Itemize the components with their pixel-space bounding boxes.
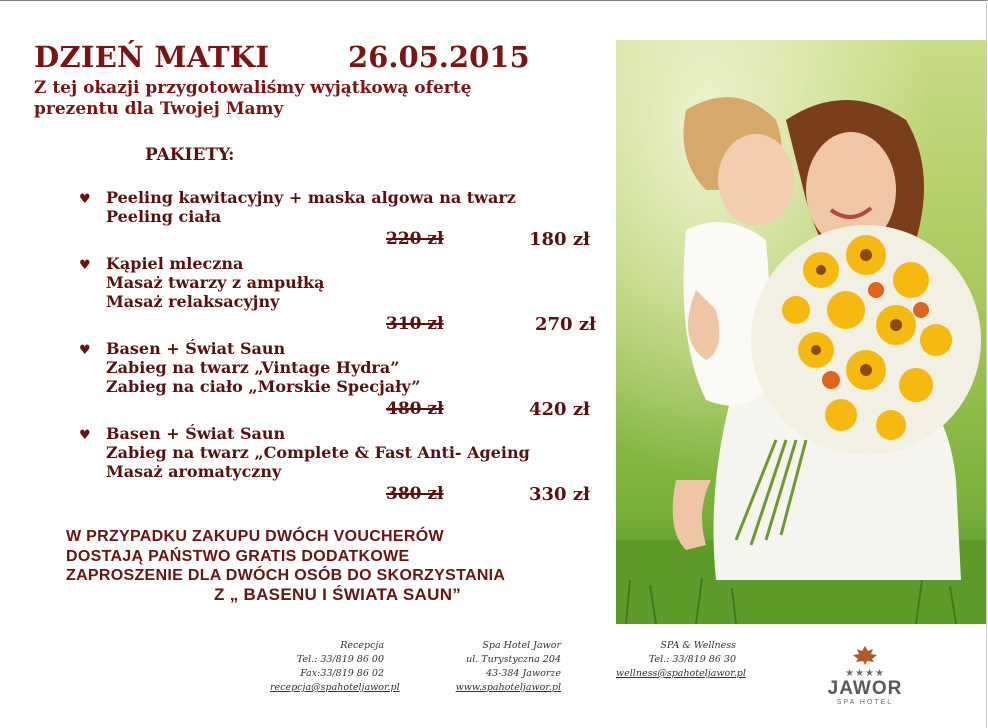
mother-child-photo [616, 40, 986, 624]
heart-icon: ♥ [79, 428, 91, 443]
maple-leaf-icon [850, 645, 880, 665]
right-border [986, 0, 987, 728]
jawor-logo [805, 645, 925, 705]
package-1-old-price: 220 zł [386, 229, 444, 249]
bonus-offer [66, 527, 505, 586]
package-3-new-price: 420 zł [529, 399, 590, 420]
package-2-new-price: 270 zł [535, 314, 596, 335]
package-2-line-2: Masaż twarzy z ampułką [106, 273, 325, 292]
heart-icon: ♥ [79, 192, 91, 207]
bonus-line-1: W PRZYPADKU ZAKUPU DWÓCH VOUCHERÓW [66, 528, 444, 545]
footer-hotel-title: Spa Hotel Jawor [482, 640, 561, 651]
heart-icon: ♥ [79, 343, 91, 358]
package-1-new-price: 180 zł [529, 229, 590, 250]
top-border [0, 0, 988, 1]
footer-spa-title: SPA & Wellness [660, 640, 736, 651]
package-3-old-price: 480 zł [386, 399, 444, 419]
package-4-new-price: 330 zł [529, 484, 590, 505]
intro-text [34, 78, 594, 120]
hotel-website-link[interactable]: www.spahoteljawor.pl [455, 682, 561, 693]
logo-name: JAWOR [827, 678, 903, 699]
footer-reception-title: Recepcja [340, 640, 384, 651]
package-1-line-2: Peeling ciała [106, 207, 222, 226]
footer-hotel [455, 639, 561, 695]
footer-hotel-city: 43-384 Jaworze [486, 668, 561, 679]
bonus-line-2: DOSTAJĄ PAŃSTWO GRATIS DODATKOWE [66, 547, 410, 565]
package-2-line-1: Kąpiel mleczna [106, 254, 244, 273]
heart-icon: ♥ [79, 258, 91, 273]
footer-spa-tel: Tel.: 33/819 86 30 [648, 654, 736, 665]
logo-subtitle: SPA HOTEL [836, 699, 894, 706]
package-3-line-1: Basen + Świat Saun [106, 339, 286, 358]
logo-stars: ★★★★ [845, 668, 885, 679]
package-1-line-1: Peeling kawitacyjny + maska algowa na twarz [106, 188, 516, 207]
spa-email-link[interactable]: wellness@spahoteljawor.pl [616, 668, 746, 679]
footer-reception-tel: Tel.: 33/819 86 00 [296, 654, 384, 665]
footer-hotel-street: ul. Turystyczna 204 [466, 654, 561, 665]
bonus-line-3: ZAPROSZENIE DLA DWÓCH OSÓB DO SKORZYSTANIA [66, 567, 506, 584]
footer-reception-fax: Fax:33/819 86 02 [300, 668, 384, 679]
footer-reception [270, 639, 400, 695]
package-2-old-price: 310 zł [386, 314, 444, 334]
package-4-line-2: Zabieg na twarz „Complete & Fast Anti- Ageing [106, 443, 530, 462]
page-title: DZIEŃ MATKI [34, 40, 270, 74]
package-4-old-price: 380 zł [386, 484, 444, 504]
event-date: 26.05.2015 [348, 40, 530, 74]
footer-spa [616, 639, 746, 681]
package-4-line-1: Basen + Świat Saun [106, 424, 286, 443]
photo-illustration [616, 40, 986, 624]
intro-line-1: Z tej okazji przygotowaliśmy wyjątkową ofertę [34, 78, 472, 98]
package-3-line-2: Zabieg na twarz „Vintage Hydra” [106, 358, 400, 377]
package-4-line-3: Masaż aromatyczny [106, 462, 282, 481]
intro-line-2: prezentu dla Twojej Mamy [34, 99, 284, 119]
reception-email-link[interactable]: recepcja@spahoteljawor.pl [270, 682, 400, 693]
package-2-line-3: Masaż relaksacyjny [106, 292, 280, 311]
bonus-line-4: Z „ BASENU I ŚWIATA SAUN” [214, 585, 462, 604]
packages-heading: PAKIETY: [145, 145, 235, 165]
package-3-line-3: Zabieg na ciało „Morskie Specjały” [106, 377, 421, 396]
